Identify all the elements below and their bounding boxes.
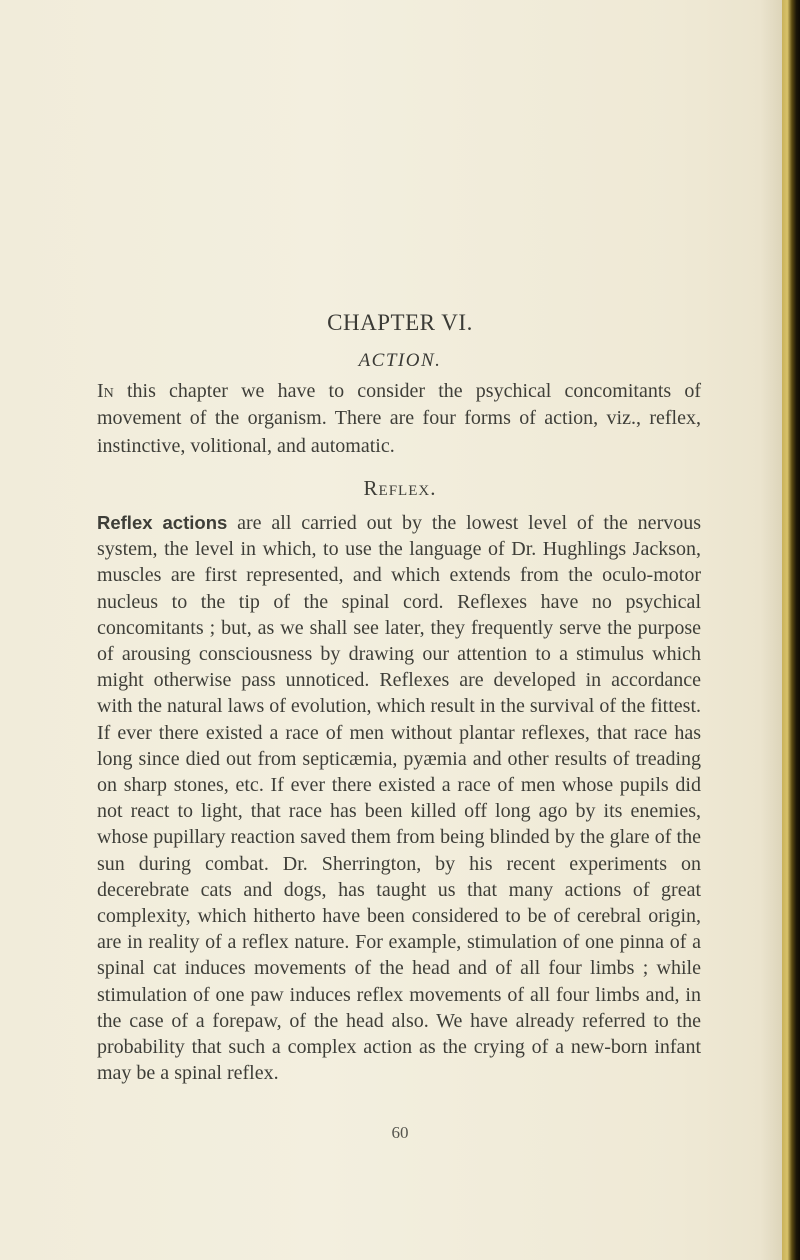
page-gutter-shadow (760, 0, 784, 1260)
body-paragraph (97, 510, 701, 1086)
section-heading: Reflex. (363, 476, 437, 500)
page-number: 60 (391, 1123, 409, 1142)
intro-lead-word: In (97, 380, 114, 402)
paragraph-text: are all carried out by the lowest level of the nervous system, the level in which, to use the language of Dr. Hughlings Jackson, muscles are first represented, and which extends from the oculo-motor nucleus to the tip of the spinal cord. Reflexes have no psychical concomitants ; but, as we shall see later, they frequently serve the purpose of arousing consciousness by drawing our attention to a stimulus which might otherwise pass unnoticed. Reflexes are developed in accordance with the natural laws of evolution, which result in the survival of the fittest. If ever there existed a race of men without plantar reflexes, that race has long since died out from septicæmia, pyæmia and other results of treading on sharp stones, etc. If ever there existed a race of men whose pupils did not react to light, that race has been killed off long ago by its enemies, whose pupillary reaction saved them from being blinded by the glare of the sun during combat. Dr. Sherrington, by his recent experiments on decerebrate cats and dogs, has taught us that many actions of great complexity, which hitherto have been considered to be of cerebral origin, are in reality of a reflex nature. For example, stimulation of one pinna of a spinal cat induces movements of the head and of all four limbs ; while stimulation of one paw induces reflex movements of all four limbs and, in the case of a forepaw, of the head also. We have already referred to the probability that such a complex action as the crying of a new-born infant may be a spinal reflex. (97, 512, 702, 1085)
paragraph-lead: Reflex actions (97, 512, 228, 533)
chapter-title: ACTION. (358, 350, 442, 371)
intro-text: this chapter we have to consider the psychical concomitants of movement of the organism. There are four forms of action, viz., reflex, instinctive, volitional, and automatic. (97, 380, 701, 457)
chapter-heading: CHAPTER VI. (327, 310, 473, 335)
book-spine-edge (782, 0, 800, 1260)
intro-paragraph (97, 378, 701, 460)
